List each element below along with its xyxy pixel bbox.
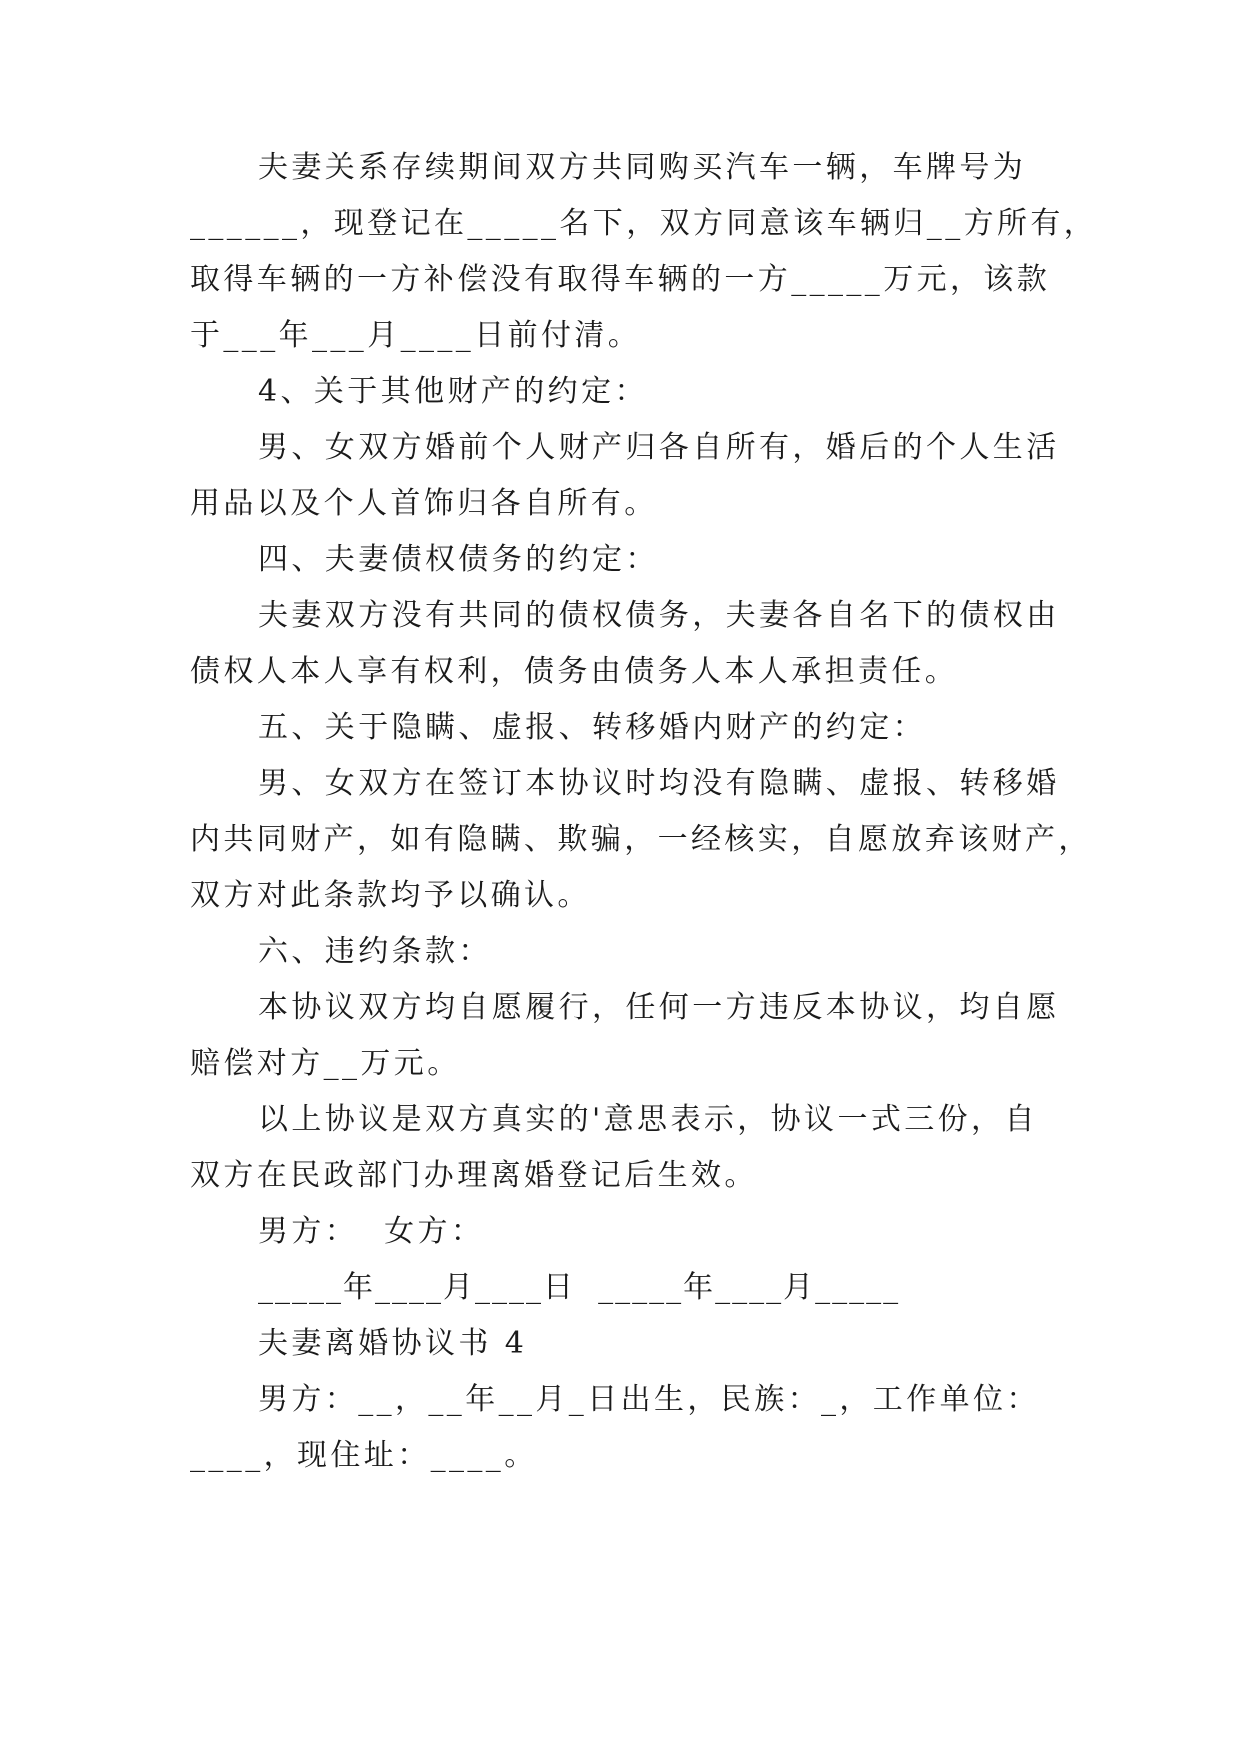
paragraph-line: 男、女双方婚前个人财产归各自所有，婚后的个人生活: [258, 430, 1060, 465]
paragraph-line: 双方对此条款均予以确认。: [190, 878, 591, 913]
paragraph-line: 夫妻双方没有共同的债权债务，夫妻各自名下的债权由: [258, 598, 1060, 633]
document-title: 夫妻离婚协议书 4: [258, 1326, 528, 1361]
paragraph-line: 取得车辆的一方补偿没有取得车辆的一方_____万元，该款: [190, 262, 1051, 297]
paragraph-line: 夫妻关系存续期间双方共同购买汽车一辆，车牌号为: [258, 150, 1027, 185]
section-heading: 五、关于隐瞒、虚报、转移婚内财产的约定：: [258, 710, 926, 745]
paragraph-line: 本协议双方均自愿履行，任何一方违反本协议，均自愿: [258, 990, 1060, 1025]
section-heading: 4、关于其他财产的约定：: [258, 374, 648, 409]
paragraph-line: 赔偿对方__万元。: [190, 1046, 461, 1081]
section-heading: 四、夫妻债权债务的约定：: [258, 542, 659, 577]
paragraph-line: 男方：__，__年__月_日出生，民族：_，工作单位：: [258, 1382, 1040, 1417]
paragraph-line: ____，现住址：____。: [190, 1438, 538, 1473]
paragraph-line: 用品以及个人首饰归各自所有。: [190, 486, 658, 521]
paragraph-line: 内共同财产，如有隐瞒、欺骗，一经核实，自愿放弃该财产，: [190, 822, 1092, 857]
signature-labels: 男方： 女方：: [258, 1214, 485, 1249]
paragraph-line: 债权人本人享有权利，债务由债务人本人承担责任。: [190, 654, 959, 689]
section-heading: 六、违约条款：: [258, 934, 492, 969]
signature-dates: _____年____月____日 _____年____月_____: [258, 1270, 901, 1305]
paragraph-line: 男、女双方在签订本协议时均没有隐瞒、虚报、转移婚: [258, 766, 1060, 801]
paragraph-line: 双方在民政部门办理离婚登记后生效。: [190, 1158, 758, 1193]
paragraph-line: 以上协议是双方真实的'意思表示，协议一式三份，自: [258, 1102, 1038, 1137]
paragraph-line: ______，现登记在_____名下，双方同意该车辆归__方所有，: [190, 206, 1098, 241]
paragraph-line: 于___年___月____日前付清。: [190, 318, 642, 353]
